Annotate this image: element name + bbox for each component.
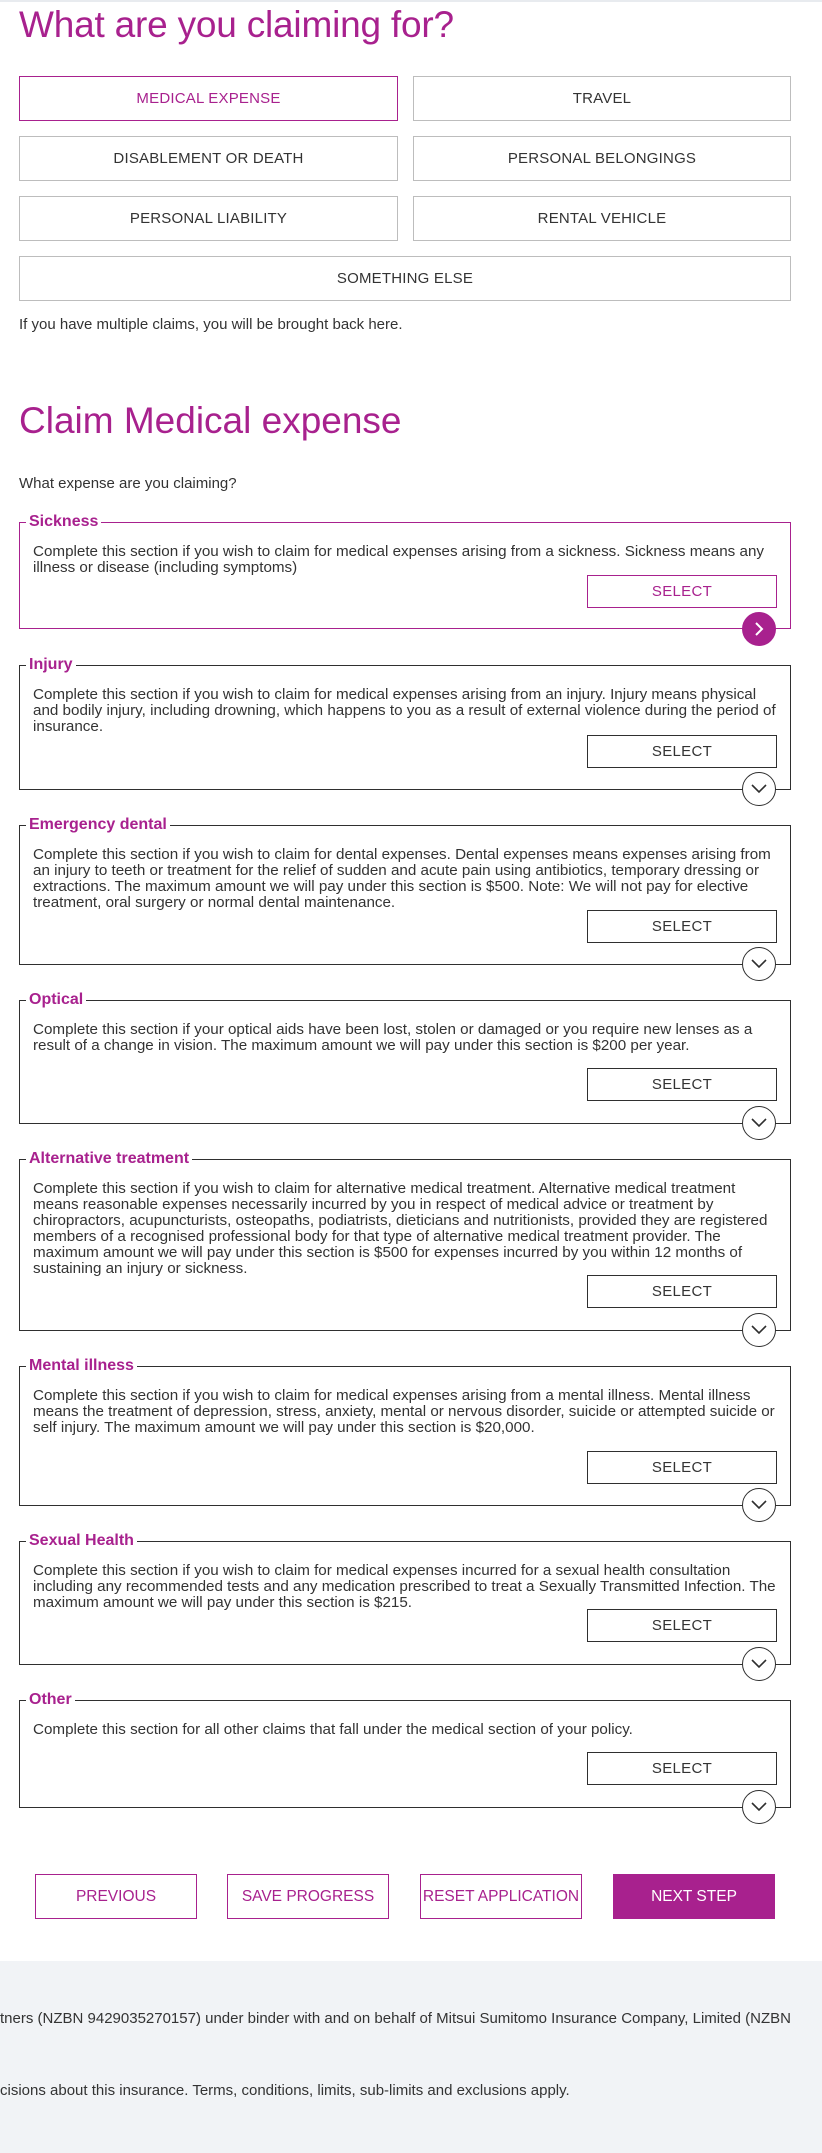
select-sickness-button[interactable]: SELECT [587, 575, 777, 608]
option-description: Complete this section for all other claims that fall under the medical section of your policy. [33, 1721, 633, 1738]
expense-question: What expense are you claiming? [19, 475, 237, 492]
option-legend: Optical [26, 990, 86, 1010]
option-description: Complete this section if you wish to claim for alternative medical treatment. Alternative medical treatment means reasonable expenses necessarily incurred by you in respect of medical advice or treatment by chiropractors, acupuncturists, osteopaths, podiatrists, dieticians and nutritionists, provided they are registered members of a recognised professional body for that type of alternative medical treatment provider. The maximum amount we will pay under this section is $500 for expenses incurred by you within 12 months of sustaining an injury or sickness. [33, 1180, 768, 1277]
option-description: Complete this section if your optical aids have been lost, stolen or damaged or you require new lenses as a result of a change in vision. The maximum amount we will pay under this section is $200 per year. [33, 1021, 753, 1054]
option-legend: Emergency dental [26, 815, 170, 835]
select-mental-illness-button[interactable]: SELECT [587, 1451, 777, 1484]
option-emergency-dental [19, 816, 791, 965]
top-divider [0, 0, 822, 2]
claim-type-personal-liability[interactable]: PERSONAL LIABILITY [19, 196, 398, 241]
option-description: Complete this section if you wish to claim for medical expenses arising from a sickness. Sickness means any illness or disease (including symptoms) [33, 543, 764, 576]
option-legend: Mental illness [26, 1356, 137, 1376]
next-step-button[interactable]: NEXT STEP [613, 1874, 775, 1919]
option-legend: Alternative treatment [26, 1149, 192, 1169]
option-optical [19, 991, 791, 1124]
option-legend: Sexual Health [26, 1531, 137, 1551]
option-sexual-health [19, 1532, 791, 1665]
chevron-down-icon[interactable] [742, 1313, 776, 1347]
option-description: Complete this section if you wish to claim for medical expenses arising from an injury. Injury means physical and bodily injury, including drowning, which happens to you as a result of external violence during the period of insurance. [33, 686, 776, 735]
chevron-right-icon[interactable] [742, 612, 776, 646]
reset-application-button[interactable]: RESET APPLICATION [420, 1874, 582, 1919]
previous-button[interactable]: PREVIOUS [35, 1874, 197, 1919]
option-description: Complete this section if you wish to claim for dental expenses. Dental expenses means expenses arising from an injury to teeth or treatment for the relief of sudden and acute pain using antibiotics, temporary dressing or extractions. The maximum amount we will pay under this section is $500. Note: We will not pay for elective treatment, oral surgery or normal dental maintenance. [33, 846, 771, 911]
footer [0, 1961, 822, 2153]
multiple-claims-note: If you have multiple claims, you will be brought back here. [19, 316, 403, 333]
option-legend: Sickness [26, 512, 101, 532]
option-description: Complete this section if you wish to claim for medical expenses incurred for a sexual health consultation including any recommended tests and any medication prescribed to treat a Sexually Transmitted Infection. The maximum amount we will pay under this section is $215. [33, 1562, 776, 1611]
claim-type-disablement-or-death[interactable]: DISABLEMENT OR DEATH [19, 136, 398, 181]
select-optical-button[interactable]: SELECT [587, 1068, 777, 1101]
footer-disclaimer-line-1: tners (NZBN 9429035270157) under binder with and on behalf of Mitsui Sumitomo Insurance Company, Limited (NZBN [0, 2010, 791, 2027]
claim-type-rental-vehicle[interactable]: RENTAL VEHICLE [413, 196, 791, 241]
select-injury-button[interactable]: SELECT [587, 735, 777, 768]
chevron-down-icon[interactable] [742, 1106, 776, 1140]
option-mental-illness [19, 1357, 791, 1506]
section-title: Claim Medical expense [19, 400, 402, 441]
option-injury [19, 656, 791, 790]
claim-type-medical-expense[interactable]: MEDICAL EXPENSE [19, 76, 398, 121]
chevron-down-icon[interactable] [742, 1790, 776, 1824]
chevron-down-icon[interactable] [742, 1488, 776, 1522]
page-title: What are you claiming for? [19, 4, 454, 45]
option-sickness [19, 513, 791, 629]
select-emergency-dental-button[interactable]: SELECT [587, 910, 777, 943]
select-alternative-treatment-button[interactable]: SELECT [587, 1275, 777, 1308]
claim-type-personal-belongings[interactable]: PERSONAL BELONGINGS [413, 136, 791, 181]
option-legend: Injury [26, 655, 76, 675]
chevron-down-icon[interactable] [742, 947, 776, 981]
option-legend: Other [26, 1690, 75, 1710]
option-alternative-treatment [19, 1150, 791, 1331]
chevron-down-icon[interactable] [742, 1647, 776, 1681]
select-sexual-health-button[interactable]: SELECT [587, 1609, 777, 1642]
claim-type-something-else[interactable]: SOMETHING ELSE [19, 256, 791, 301]
select-other-button[interactable]: SELECT [587, 1752, 777, 1785]
option-description: Complete this section if you wish to claim for medical expenses arising from a mental illness. Mental illness means the treatment of depression, stress, anxiety, mental or nervous disorder, suicide or attempted suicide or self injury. The maximum amount we will pay under this section is $20,000. [33, 1387, 775, 1436]
chevron-down-icon[interactable] [742, 772, 776, 806]
claim-type-travel[interactable]: TRAVEL [413, 76, 791, 121]
save-progress-button[interactable]: SAVE PROGRESS [227, 1874, 389, 1919]
footer-disclaimer-line-2: cisions about this insurance. Terms, conditions, limits, sub-limits and exclusions apply. [0, 2082, 570, 2099]
option-other [19, 1691, 791, 1808]
